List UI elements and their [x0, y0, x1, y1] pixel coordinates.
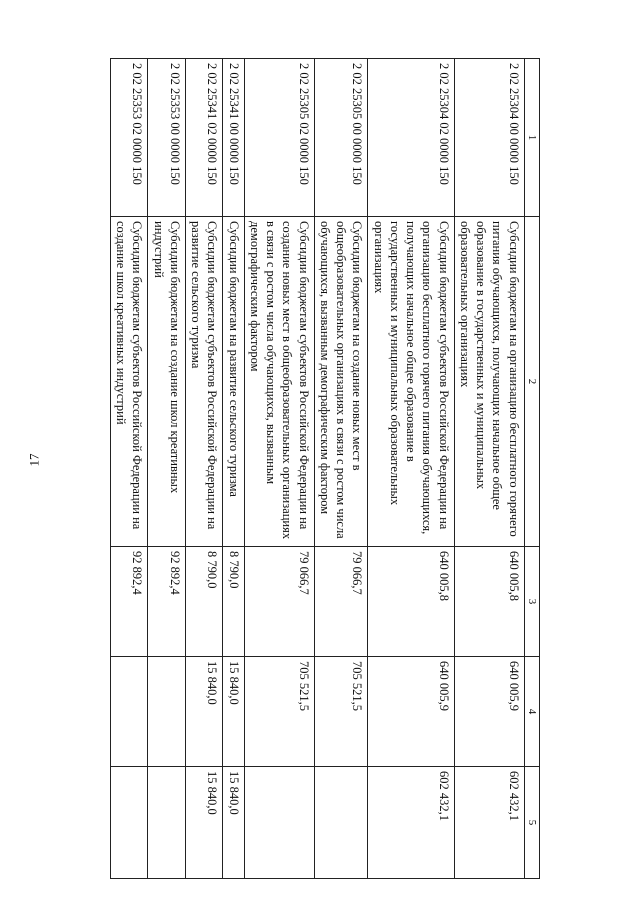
amount-col3-cell: 92 892,4 — [110, 547, 148, 657]
budget-table-container — [110, 58, 540, 878]
amount-col3-cell: 640 005,8 — [368, 547, 454, 657]
table-row — [223, 59, 244, 879]
column-header: 3 — [524, 547, 539, 657]
table-row — [368, 59, 454, 879]
table-row — [314, 59, 368, 879]
amount-col5-cell — [148, 767, 186, 879]
table-row — [148, 59, 186, 879]
amount-col5-cell — [110, 767, 148, 879]
table-row — [185, 59, 223, 879]
description-cell: Субсидии бюджетам на организацию бесплатного горячего питания обучающихся, получающих начальное общее образование в государственных и муниципальных образовательных организациях — [454, 217, 524, 547]
description-cell: Субсидии бюджетам субъектов Российской Федерации на создание школ креативных индустрий — [110, 217, 148, 547]
budget-code-cell: 2 02 25304 00 0000 150 — [454, 59, 524, 217]
amount-col3-cell: 92 892,4 — [148, 547, 186, 657]
budget-code-cell: 2 02 25341 00 0000 150 — [223, 59, 244, 217]
amount-col4-cell — [110, 657, 148, 767]
column-header: 1 — [524, 59, 539, 217]
description-cell: Субсидии бюджетам на создание новых мест в общеобразовательных организациях в связи с ростом числа обучающихся, вызванным демографическим фактором — [314, 217, 368, 547]
amount-col4-cell: 705 521,5 — [244, 657, 314, 767]
amount-col4-cell: 705 521,5 — [314, 657, 368, 767]
column-header: 2 — [524, 217, 539, 547]
table-row — [244, 59, 314, 879]
amount-col4-cell — [148, 657, 186, 767]
table-row — [454, 59, 524, 879]
amount-col5-cell — [244, 767, 314, 879]
description-cell: Субсидии бюджетам субъектов Российской Федерации на организацию бесплатного горячего питания обучающихся, получающих начальное общее образование в государственных и муниципальных образовательных организациях — [368, 217, 454, 547]
table-row — [110, 59, 148, 879]
column-header: 5 — [524, 767, 539, 879]
amount-col3-cell: 79 066,7 — [314, 547, 368, 657]
budget-table — [110, 58, 540, 879]
budget-code-cell: 2 02 25305 00 0000 150 — [314, 59, 368, 217]
budget-code-cell: 2 02 25305 02 0000 150 — [244, 59, 314, 217]
column-header: 4 — [524, 657, 539, 767]
description-cell: Субсидии бюджетам субъектов Российской Федерации на развитие сельского туризма — [185, 217, 223, 547]
amount-col5-cell: 602 432,1 — [368, 767, 454, 879]
amount-col3-cell: 8 790,0 — [185, 547, 223, 657]
amount-col4-cell: 15 840,0 — [223, 657, 244, 767]
amount-col5-cell: 15 840,0 — [223, 767, 244, 879]
budget-code-cell: 2 02 25341 02 0000 150 — [185, 59, 223, 217]
page-number: 17 — [26, 453, 42, 467]
amount-col4-cell: 15 840,0 — [185, 657, 223, 767]
amount-col5-cell: 602 432,1 — [454, 767, 524, 879]
amount-col4-cell: 640 005,9 — [368, 657, 454, 767]
description-cell: Субсидии бюджетам на развитие сельского туризма — [223, 217, 244, 547]
amount-col4-cell: 640 005,9 — [454, 657, 524, 767]
amount-col3-cell: 8 790,0 — [223, 547, 244, 657]
amount-col3-cell: 79 066,7 — [244, 547, 314, 657]
amount-col5-cell — [314, 767, 368, 879]
description-cell: Субсидии бюджетам субъектов Российской Федерации на создание новых мест в общеобразовательных организациях в связи с ростом числа обучающихся, вызванным демографическим фактором — [244, 217, 314, 547]
budget-code-cell: 2 02 25353 00 0000 150 — [148, 59, 186, 217]
budget-code-cell: 2 02 25304 02 0000 150 — [368, 59, 454, 217]
budget-code-cell: 2 02 25353 02 0000 150 — [110, 59, 148, 217]
description-cell: Субсидии бюджетам на создание школ креативных индустрий — [148, 217, 186, 547]
amount-col3-cell: 640 005,8 — [454, 547, 524, 657]
table-header-row — [524, 59, 539, 879]
amount-col5-cell: 15 840,0 — [185, 767, 223, 879]
